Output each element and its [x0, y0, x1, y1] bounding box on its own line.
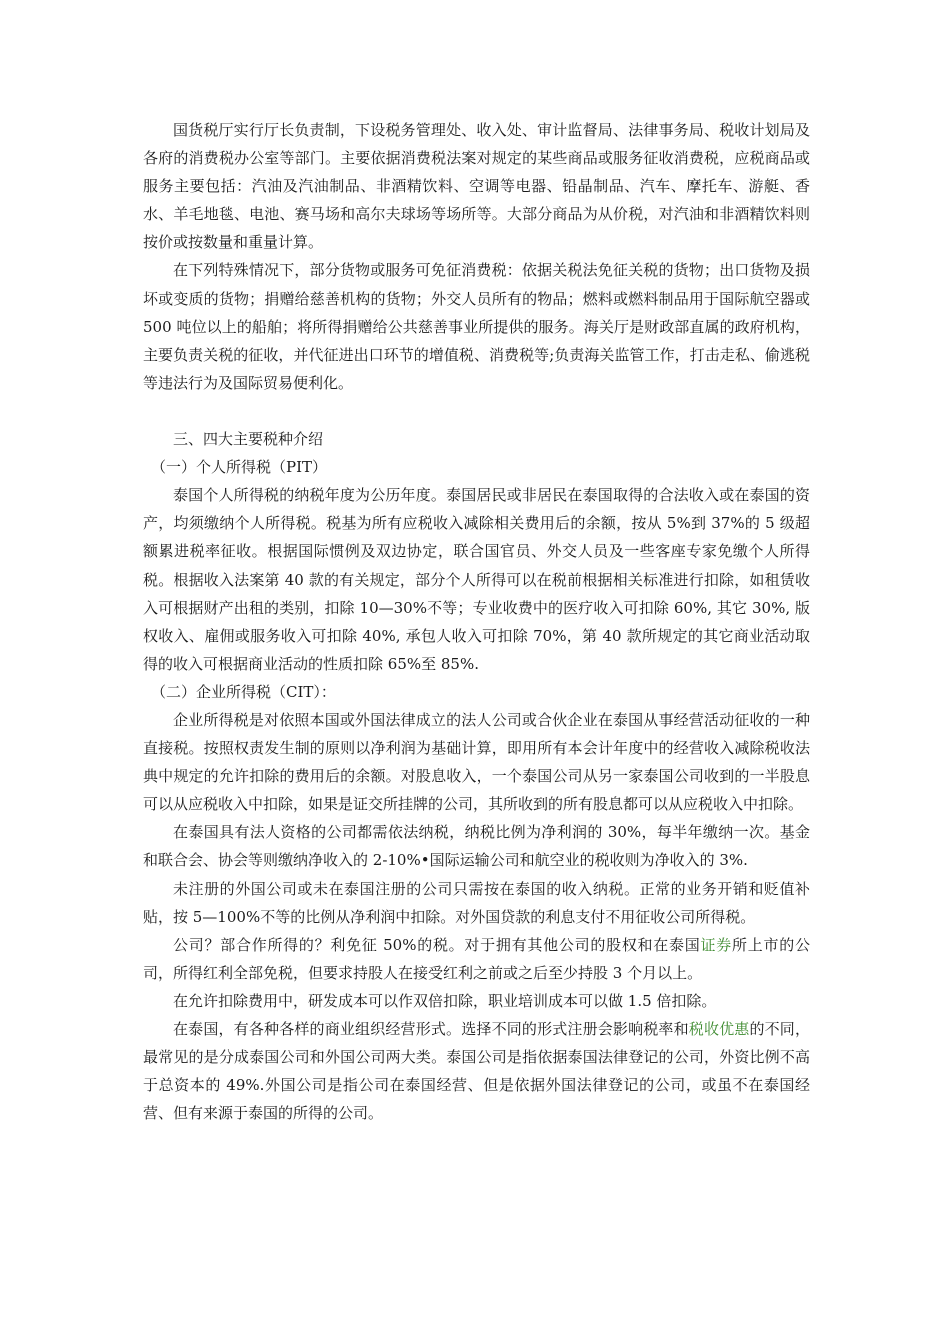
- link-tax-incentives[interactable]: 税收优惠: [688, 1020, 750, 1038]
- paragraph-deductions: 在允许扣除费用中，研发成本可以作双倍扣除，职业培训成本可以做 1.5 倍扣除。: [173, 991, 717, 1010]
- link-securities[interactable]: 证券: [700, 935, 733, 954]
- paragraph-pit: 泰国个人所得税的纳税年度为公历年度。泰国居民或非居民在泰国取得的合法收入或在泰国的资产，均须缴纳个人所得税。税基为所有应税收入减除相关费用后的余额，按从 5%到 37%的 5 级超额累进税率征收。根据国际惯例及双边协定，联合国官员、外交人员及一些客座专家免缴个人所得税。根据收入法案第 40 款的有关规定，部分个人所得可以在税前根据相关标准进行扣除，如租赁收入可根据财产出租的类别，扣除 10—30%不等；专业收费中的医疗收入可扣除 60%, 其它 30%, 版权收入、雇佣或服务收入可扣除 40%, 承包人收入可扣除 70%，第 40 款所规定的其它商业活动取得的收入可根据商业活动的性质扣除 65%至 85%.: [143, 486, 810, 673]
- paragraph-business-forms: [143, 1015, 810, 1127]
- blank-line: [143, 397, 810, 425]
- paragraph-cit-definition: 企业所得税是对依照本国或外国法律成立的法人公司或合伙企业在泰国从事经营活动征收的一种直接税。按照权责发生制的原则以净利润为基础计算，即用所有本会计年度中的经营收入减除税收法典中规定的允许扣除的费用后的余额。对股息收入，一个泰国公司从另一家泰国公司收到的一半股息可以从应税收入中扣除，如果是证交所挂牌的公司，其所收到的所有股息都可以从应税收入中扣除。: [143, 710, 810, 814]
- section-heading-major-taxes: 三、四大主要税种介绍: [173, 430, 324, 449]
- paragraph-excise-department: 国货税厅实行厅长负责制，下设税务管理处、收入处、审计监督局、法律事务局、税收计划局及各府的消费税办公室等部门。主要依据消费税法案对规定的某些商品或服务征收消费税，应税商品或服务主要包括：汽油及汽油制品、非酒精饮料、空调等电器、铅晶制品、汽车、摩托车、游艇、香水、羊毛地毯、电池、赛马场和高尔夫球场等场所等。大部分商品为从价税，对汽油和非酒精饮料则按价或按数量和重量计算。: [143, 121, 810, 252]
- paragraph-business-forms-text-a: 在泰国，有各种各样的商业组织经营形式。选择不同的形式注册会影响税率和: [173, 1020, 689, 1038]
- paragraph-excise-exemptions: 在下列特殊情况下，部分货物或服务可免征消费税：依据关税法免征关税的货物；出口货物及损坏或变质的货物；捐赠给慈善机构的货物；外交人员所有的物品；燃料或燃料制品用于国际航空器或 500 吨位以上的船舶；将所得捐赠给公共慈善事业所提供的服务。海关厅是财政部直属的政府机构，主要负责关税的征收，并代征进出口环节的增值税、消费税等;负责海关监管工作，打击走私、偷逃税等违法行为及国际贸易便利化。: [143, 261, 810, 392]
- document-page: [143, 116, 810, 1127]
- paragraph-cit-rate: 在泰国具有法人资格的公司都需依法纳税，纳税比例为净利润的 30%，每半年缴纳一次。基金和联合会、协会等则缴纳净收入的 2-10%•国际运输公司和航空业的税收则为净收入的 3%.: [143, 823, 810, 870]
- paragraph-dividends-text-b: 所上市的公司，所得红利全部免税，但要求持股人在接受红利之前或之后至少持股 3 个月以上。: [143, 935, 810, 982]
- subheading-cit: （二）企业所得税（CIT）：: [151, 682, 336, 701]
- paragraph-dividends: [143, 931, 810, 987]
- paragraph-dividends-text-a: 公司？部合作所得的？利免征 50%的税。对于拥有其他公司的股权和在泰国: [173, 935, 701, 954]
- paragraph-unregistered-foreign: 未注册的外国公司或未在泰国注册的公司只需按在泰国的收入纳税。正常的业务开销和贬值补贴，按 5—100%不等的比例从净利润中扣除。对外国贷款的利息支付不用征收公司所得税。: [143, 879, 810, 926]
- subheading-pit: （一）个人所得税（PIT）: [151, 458, 328, 477]
- paragraph-business-forms-text-b: 的不同，最常见的是分成泰国公司和外国公司两大类。泰国公司是指依据泰国法律登记的公司，外资比例不高于总资本的 49%.外国公司是指公司在泰国经营、但是依据外国法律登记的公司，或虽不在泰国经营、但有来源于泰国的所得的公司。: [143, 1020, 810, 1123]
